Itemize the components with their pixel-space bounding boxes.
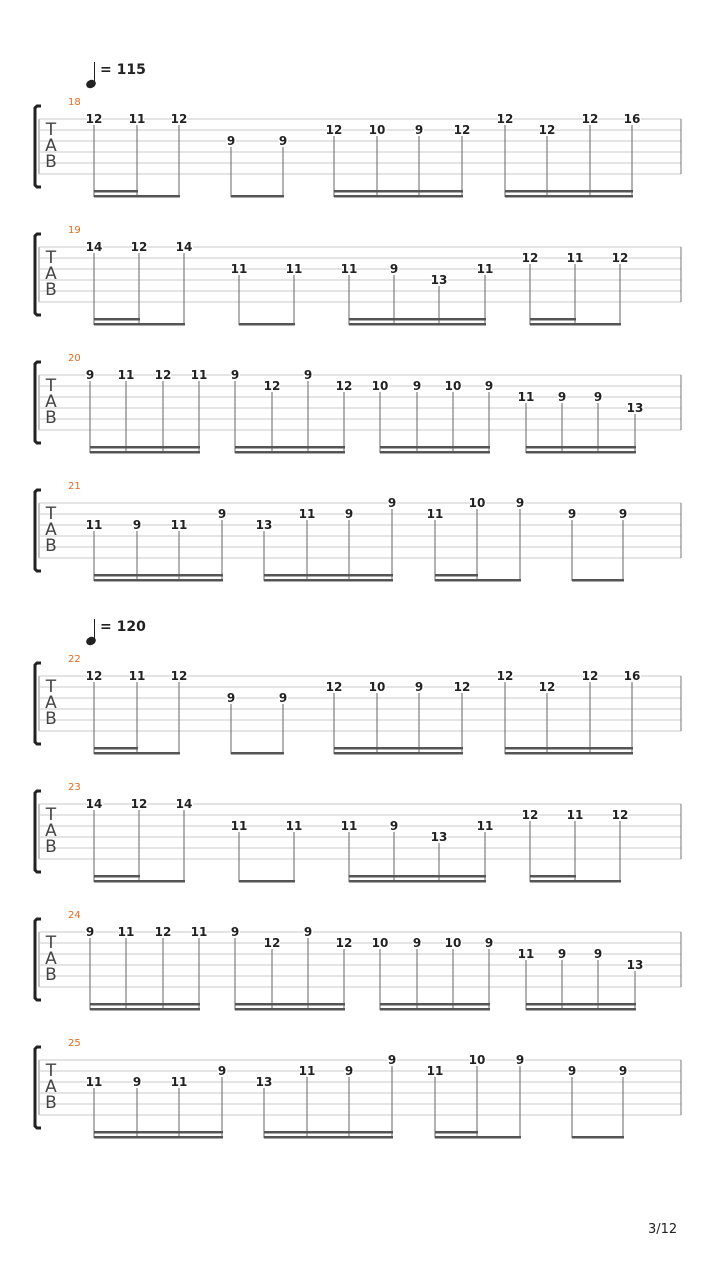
beam	[264, 1136, 393, 1139]
fret-number: 9	[567, 507, 577, 521]
fret-number: 12	[85, 112, 103, 126]
beam	[264, 1131, 393, 1134]
tab-clef-b: B	[45, 837, 57, 857]
fret-number: 9	[226, 691, 236, 705]
tab-system	[0, 225, 720, 357]
beam	[334, 747, 463, 750]
beam	[380, 1003, 490, 1006]
fret-number: 10	[368, 680, 386, 694]
beam	[505, 747, 633, 750]
beam	[264, 579, 393, 582]
tab-system	[0, 782, 720, 914]
fret-number: 11	[230, 262, 248, 276]
tab-clef-b: B	[45, 280, 57, 300]
tab-clef-a: A	[45, 949, 57, 969]
beam	[334, 752, 463, 755]
page-number: 3/12	[648, 1222, 678, 1237]
beam	[231, 195, 284, 198]
beam	[530, 875, 576, 878]
fret-number: 13	[430, 273, 448, 287]
fret-number: 11	[117, 925, 135, 939]
tab-clef-t: T	[45, 933, 57, 953]
fret-number: 11	[285, 819, 303, 833]
beam	[235, 451, 345, 454]
beam	[94, 323, 185, 326]
fret-number: 9	[217, 1064, 227, 1078]
fret-number: 13	[255, 1075, 273, 1089]
fret-number: 11	[426, 507, 444, 521]
fret-number: 12	[263, 936, 281, 950]
fret-number: 12	[581, 112, 599, 126]
tab-system	[0, 1038, 720, 1170]
tab-system	[0, 97, 720, 229]
fret-number: 11	[476, 819, 494, 833]
tab-clef-a: A	[45, 1077, 57, 1097]
beam	[572, 579, 624, 582]
quarter-note-head	[85, 78, 97, 89]
fret-number: 10	[444, 936, 462, 950]
fret-number: 11	[190, 368, 208, 382]
tab-staff	[0, 240, 720, 347]
fret-number: 11	[85, 518, 103, 532]
beam	[235, 446, 345, 449]
fret-number: 12	[154, 368, 172, 382]
fret-number: 10	[371, 936, 389, 950]
fret-number: 10	[444, 379, 462, 393]
measure-number: 24	[68, 910, 81, 921]
fret-number: 16	[623, 112, 641, 126]
fret-number: 9	[132, 1075, 142, 1089]
beam	[349, 323, 486, 326]
fret-number: 11	[128, 112, 146, 126]
fret-number: 11	[170, 1075, 188, 1089]
fret-number: 11	[517, 947, 535, 961]
tempo-marking	[84, 619, 164, 647]
tab-clef-a: A	[45, 821, 57, 841]
fret-number: 11	[298, 1064, 316, 1078]
tab-clef-t: T	[45, 677, 57, 697]
fret-number: 9	[618, 1064, 628, 1078]
tab-clef-t: T	[45, 376, 57, 396]
beam	[94, 880, 185, 883]
fret-number: 12	[85, 669, 103, 683]
beam	[572, 1136, 624, 1139]
fret-number: 9	[230, 368, 240, 382]
beam	[239, 880, 295, 883]
fret-number: 9	[387, 1053, 397, 1067]
measure-number: 21	[68, 481, 81, 492]
fret-number: 11	[117, 368, 135, 382]
beam	[526, 446, 636, 449]
tab-staff	[0, 368, 720, 475]
beam	[90, 451, 200, 454]
fret-number: 12	[496, 112, 514, 126]
beam	[90, 1008, 200, 1011]
fret-number: 9	[414, 123, 424, 137]
tab-clef-a: A	[45, 264, 57, 284]
fret-number: 11	[85, 1075, 103, 1089]
fret-number: 9	[389, 262, 399, 276]
fret-number: 9	[515, 496, 525, 510]
beam	[530, 323, 621, 326]
beam	[235, 1008, 345, 1011]
fret-number: 9	[484, 936, 494, 950]
fret-number: 12	[170, 112, 188, 126]
fret-number: 12	[154, 925, 172, 939]
tab-clef-t: T	[45, 248, 57, 268]
tab-system	[0, 353, 720, 485]
fret-number: 11	[517, 390, 535, 404]
system-bracket	[35, 1047, 41, 1128]
fret-number: 11	[476, 262, 494, 276]
tempo-marking	[84, 62, 164, 90]
measure-number: 25	[68, 1038, 81, 1049]
beam	[90, 446, 200, 449]
fret-number: 11	[230, 819, 248, 833]
fret-number: 14	[175, 240, 193, 254]
tab-staff	[0, 925, 720, 1032]
fret-number: 12	[521, 251, 539, 265]
beam	[505, 190, 633, 193]
fret-number: 13	[626, 401, 644, 415]
fret-number: 12	[130, 240, 148, 254]
fret-number: 9	[515, 1053, 525, 1067]
fret-number: 9	[484, 379, 494, 393]
fret-number: 12	[453, 680, 471, 694]
tab-clef-a: A	[45, 693, 57, 713]
beam	[380, 451, 490, 454]
tab-staff	[0, 112, 720, 219]
fret-number: 9	[344, 507, 354, 521]
fret-number: 9	[85, 925, 95, 939]
measure-number: 20	[68, 353, 81, 364]
tab-clef-t: T	[45, 504, 57, 524]
tab-clef-a: A	[45, 392, 57, 412]
tab-staff	[0, 669, 720, 776]
quarter-note-head	[85, 635, 97, 646]
beam	[526, 1008, 636, 1011]
system-bracket	[35, 106, 41, 187]
tempo-bpm: = 115	[100, 62, 146, 78]
system-bracket	[35, 490, 41, 571]
fret-number: 16	[623, 669, 641, 683]
fret-number: 9	[557, 390, 567, 404]
beam	[435, 1131, 478, 1134]
tempo-bpm: = 120	[100, 619, 146, 635]
fret-number: 9	[217, 507, 227, 521]
system-bracket	[35, 234, 41, 315]
fret-number: 11	[340, 262, 358, 276]
fret-number: 10	[371, 379, 389, 393]
fret-number: 9	[303, 368, 313, 382]
fret-number: 9	[85, 368, 95, 382]
measure-number: 18	[68, 97, 81, 108]
tab-staff	[0, 1053, 720, 1160]
beam	[334, 190, 463, 193]
fret-number: 12	[581, 669, 599, 683]
fret-number: 12	[130, 797, 148, 811]
tab-clef-b: B	[45, 965, 57, 985]
fret-number: 11	[285, 262, 303, 276]
beam	[94, 747, 138, 750]
tab-clef-a: A	[45, 136, 57, 156]
tab-clef-a: A	[45, 520, 57, 540]
fret-number: 9	[230, 925, 240, 939]
fret-number: 9	[412, 379, 422, 393]
fret-number: 9	[387, 496, 397, 510]
fret-number: 12	[325, 123, 343, 137]
fret-number: 9	[593, 947, 603, 961]
fret-number: 10	[368, 123, 386, 137]
tab-clef-b: B	[45, 1093, 57, 1113]
fret-number: 9	[389, 819, 399, 833]
fret-number: 11	[426, 1064, 444, 1078]
beam	[235, 1003, 345, 1006]
beam	[349, 318, 486, 321]
fret-number: 11	[128, 669, 146, 683]
fret-number: 13	[626, 958, 644, 972]
beam	[526, 451, 636, 454]
fret-number: 9	[412, 936, 422, 950]
beam	[94, 1136, 223, 1139]
tab-system	[0, 481, 720, 613]
fret-number: 12	[170, 669, 188, 683]
beam	[94, 579, 223, 582]
tab-clef-t: T	[45, 805, 57, 825]
fret-number: 12	[335, 379, 353, 393]
measure-number: 19	[68, 225, 81, 236]
fret-number: 9	[344, 1064, 354, 1078]
system-bracket	[35, 362, 41, 443]
fret-number: 12	[263, 379, 281, 393]
fret-number: 12	[611, 808, 629, 822]
tab-clef-b: B	[45, 709, 57, 729]
tab-staff	[0, 797, 720, 904]
fret-number: 12	[453, 123, 471, 137]
beam	[349, 880, 486, 883]
tab-staff	[0, 496, 720, 603]
beam	[94, 318, 140, 321]
fret-number: 9	[414, 680, 424, 694]
beam	[94, 1131, 223, 1134]
fret-number: 11	[170, 518, 188, 532]
tab-clef-t: T	[45, 120, 57, 140]
fret-number: 11	[190, 925, 208, 939]
beam	[435, 579, 521, 582]
fret-number: 13	[255, 518, 273, 532]
fret-number: 12	[521, 808, 539, 822]
fret-number: 12	[496, 669, 514, 683]
fret-number: 9	[303, 925, 313, 939]
fret-number: 9	[132, 518, 142, 532]
fret-number: 11	[298, 507, 316, 521]
fret-number: 14	[175, 797, 193, 811]
fret-number: 14	[85, 240, 103, 254]
fret-number: 9	[618, 507, 628, 521]
tab-system	[0, 910, 720, 1042]
fret-number: 9	[278, 134, 288, 148]
beam	[505, 195, 633, 198]
beam	[231, 752, 284, 755]
beam	[334, 195, 463, 198]
measure-number: 22	[68, 654, 81, 665]
beam	[530, 318, 576, 321]
system-bracket	[35, 791, 41, 872]
beam	[380, 1008, 490, 1011]
fret-number: 9	[567, 1064, 577, 1078]
beam	[90, 1003, 200, 1006]
tab-clef-t: T	[45, 1061, 57, 1081]
fret-number: 12	[538, 123, 556, 137]
beam	[505, 752, 633, 755]
fret-number: 11	[340, 819, 358, 833]
fret-number: 9	[593, 390, 603, 404]
tab-clef-b: B	[45, 408, 57, 428]
system-bracket	[35, 663, 41, 744]
beam	[435, 574, 478, 577]
beam	[435, 1136, 521, 1139]
tab-system	[0, 654, 720, 786]
fret-number: 10	[468, 1053, 486, 1067]
beam	[94, 752, 180, 755]
beam	[94, 190, 138, 193]
beam	[94, 574, 223, 577]
tab-clef-b: B	[45, 152, 57, 172]
fret-number: 9	[557, 947, 567, 961]
beam	[530, 880, 621, 883]
fret-number: 12	[325, 680, 343, 694]
fret-number: 12	[538, 680, 556, 694]
fret-number: 12	[611, 251, 629, 265]
beam	[349, 875, 486, 878]
beam	[94, 875, 140, 878]
fret-number: 9	[278, 691, 288, 705]
fret-number: 14	[85, 797, 103, 811]
beam	[94, 195, 180, 198]
beam	[526, 1003, 636, 1006]
fret-number: 11	[566, 251, 584, 265]
fret-number: 13	[430, 830, 448, 844]
fret-number: 11	[566, 808, 584, 822]
beam	[239, 323, 295, 326]
beam	[380, 446, 490, 449]
fret-number: 12	[335, 936, 353, 950]
measure-number: 23	[68, 782, 81, 793]
fret-number: 9	[226, 134, 236, 148]
tab-clef-b: B	[45, 536, 57, 556]
beam	[264, 574, 393, 577]
system-bracket	[35, 919, 41, 1000]
fret-number: 10	[468, 496, 486, 510]
